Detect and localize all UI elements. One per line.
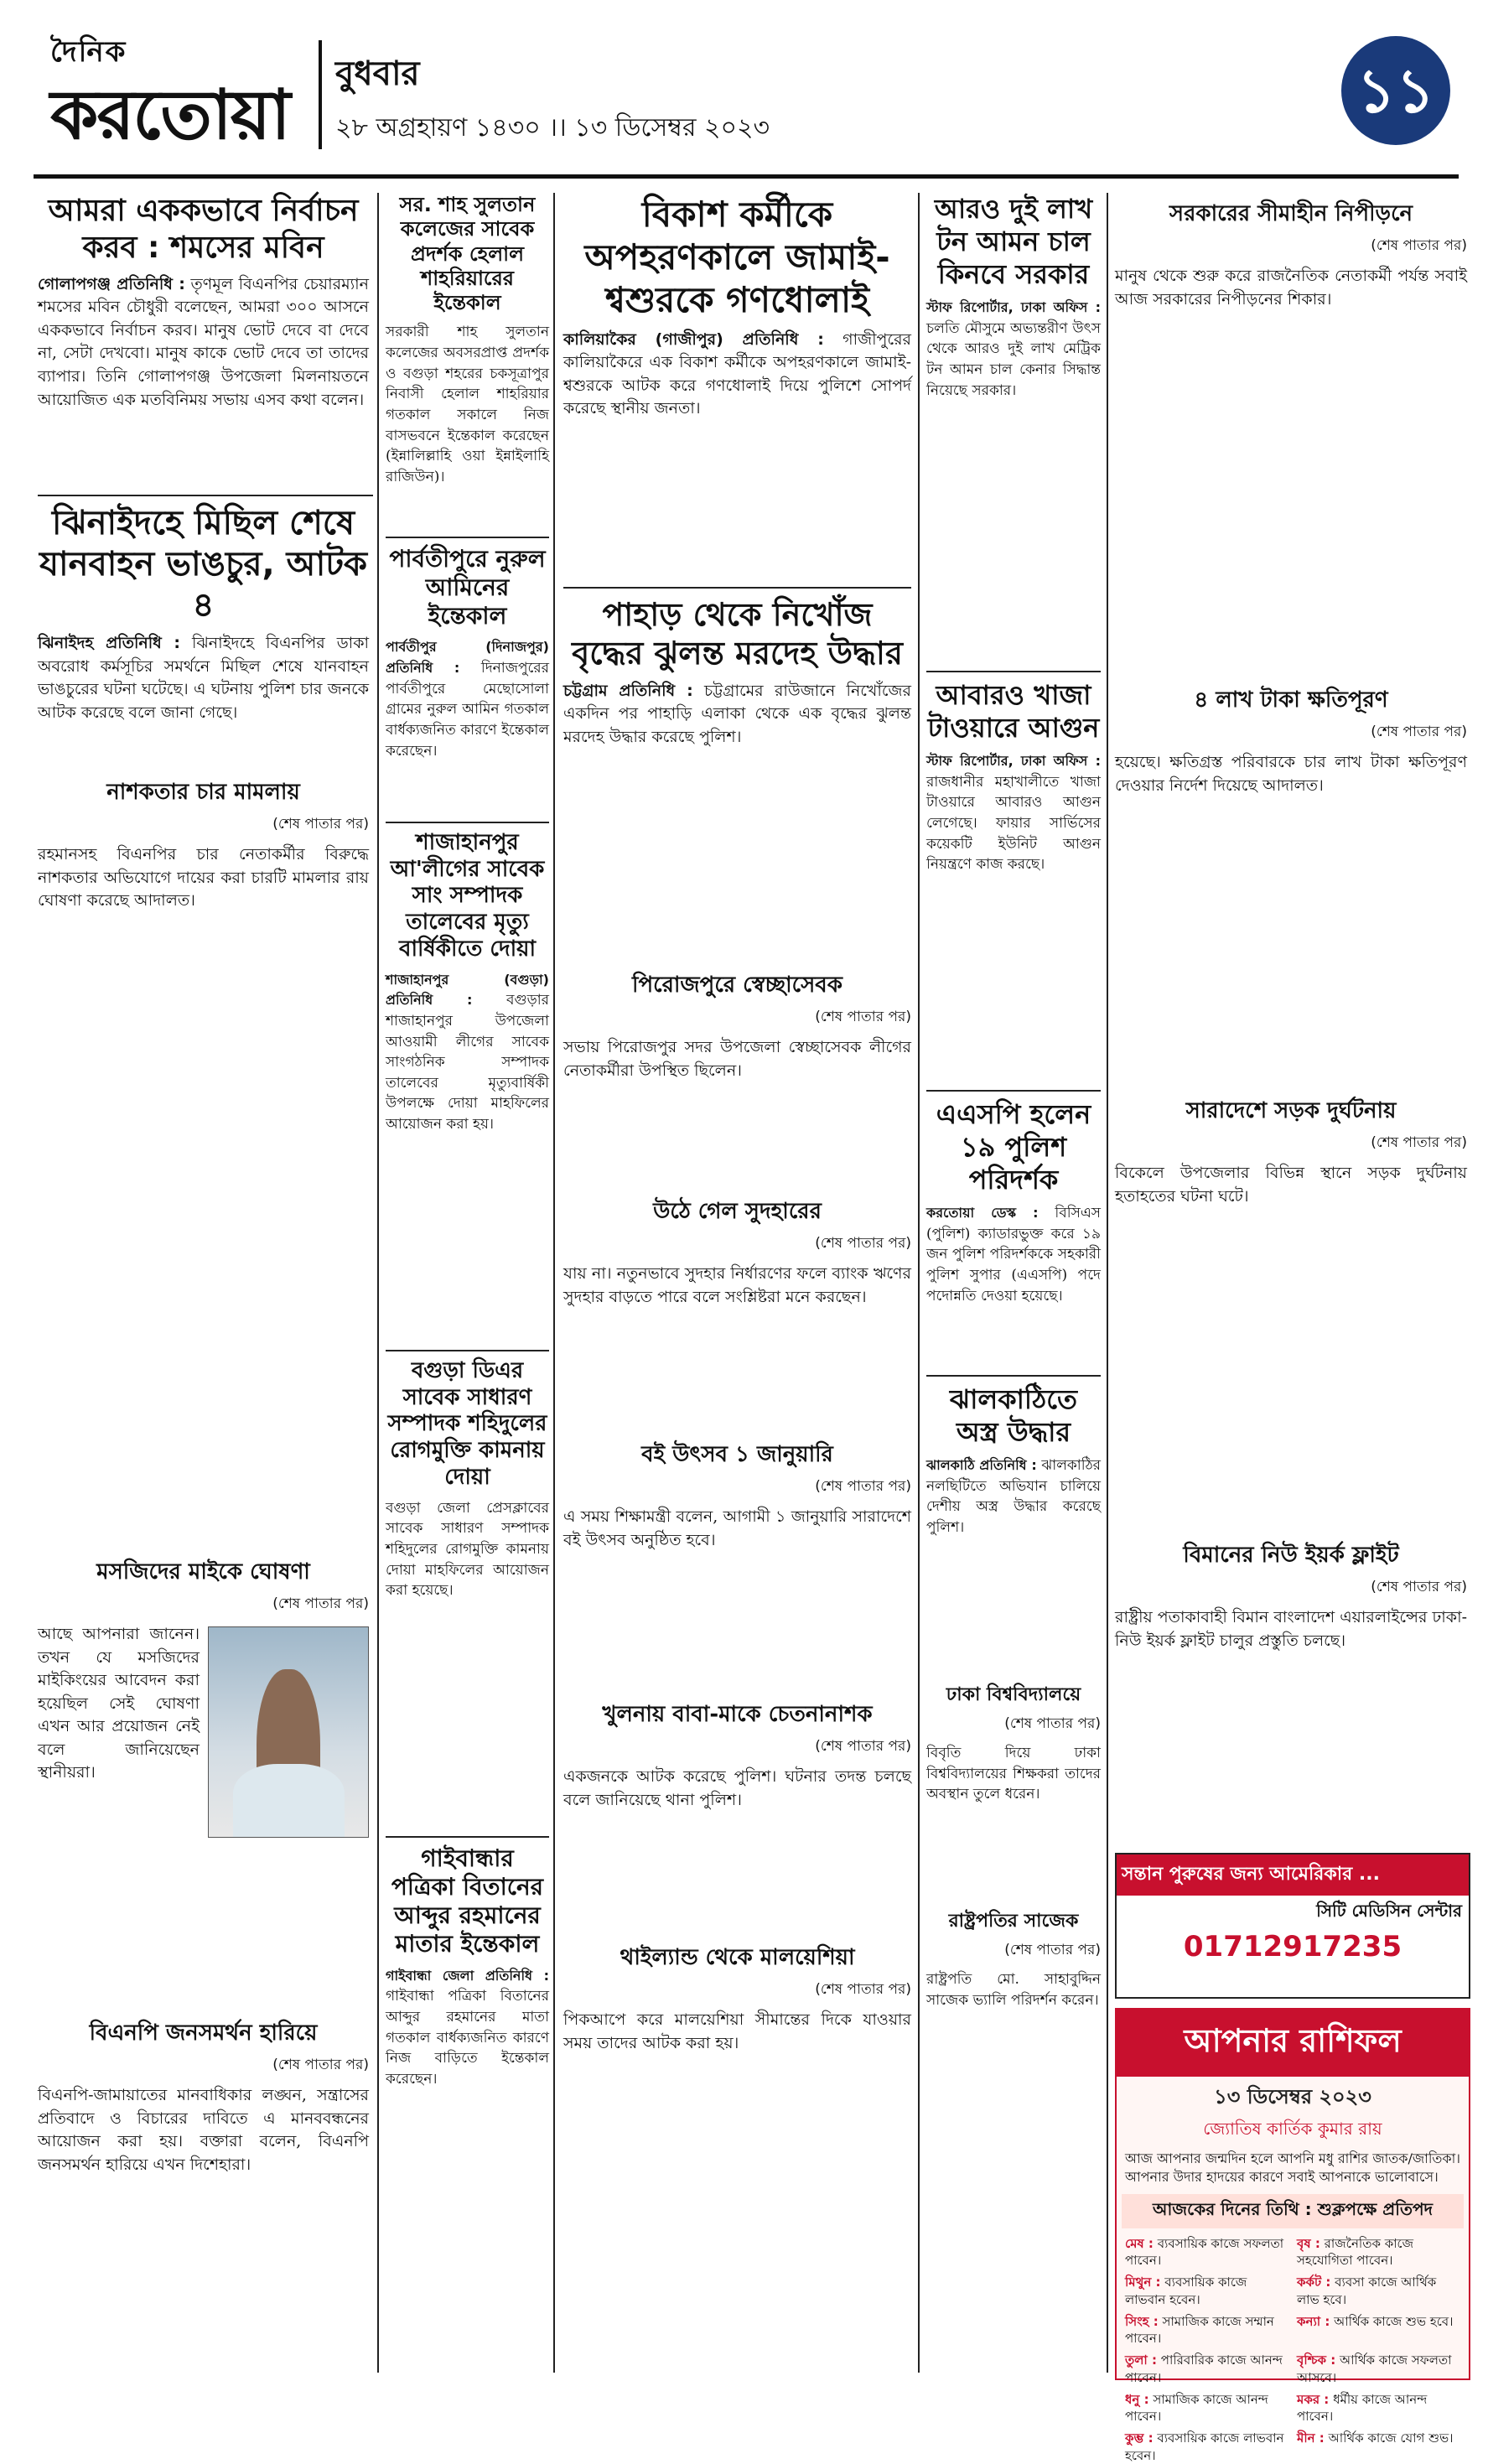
headline: আবারও খাজা টাওয়ারে আগুন (927, 679, 1100, 744)
article-body: এ সময় শিক্ষামন্ত্রী বলেন, আগামী ১ জানুয়ারি সারাদেশে বই উৎসব অনুষ্ঠিত হবে। (563, 1507, 911, 1549)
article-body: রাষ্ট্রপতি মো. সাহাবুদ্দিন সাজেক ভ্যালি পরিদর্শন করেন। (926, 1971, 1101, 2009)
zodiac-name: মিথুন : (1125, 2275, 1161, 2290)
continued-note: (শেষ পাতার পর) (1371, 1579, 1467, 1595)
article-body: গাজীপুরের কালিয়াকৈরে এক বিকাশ কর্মীকে অপহরণকালে জামাই-শ্বশুরকে আটক করে গণধোলাই দিয়ে পুলিশে সোপর্দ করেছে স্থানীয় জনতা। (563, 329, 911, 418)
zodiac-sign (1125, 2313, 1288, 2347)
article-compensation[interactable] (1115, 679, 1467, 1082)
section-heading: রাষ্ট্রপতির সাজেক (948, 1911, 1079, 1932)
headline: পাহাড় থেকে নিখোঁজ বৃদ্ধের ঝুলন্ত মরদেহ উদ্ধার (572, 596, 903, 672)
headline: ঝালকাঠিতে অস্ত্র উদ্ধার (949, 1383, 1078, 1449)
horoscope-title: আপনার রাশিফল (1117, 2010, 1469, 2077)
horoscope-box (1115, 2008, 1470, 2463)
ad-title: সন্তান পুরুষের জন্য আমেরিকার ... (1117, 1854, 1469, 1896)
zodiac-sign (1125, 2235, 1288, 2269)
section-heading: ৪ লাখ টাকা ক্ষতিপূরণ (1194, 687, 1388, 713)
continued-note: (শেষ পাতার পর) (1371, 724, 1467, 740)
section-heading: খুলনায় বাবা-মাকে চেতনানাশক (602, 1702, 873, 1727)
zodiac-sign (1297, 2235, 1460, 2269)
zodiac-text: ব্যবসা কাজে আর্থিক লাভ হবে। (1297, 2275, 1437, 2307)
article-hill-body[interactable] (563, 595, 911, 956)
article-separator (926, 671, 1101, 672)
ad-clinic-name: সিটি মেডিসিন সেন্টার (1316, 1901, 1462, 1921)
ad-phone-number[interactable]: 01712917235 (1183, 1930, 1402, 1963)
continued-note: (শেষ পাতার পর) (272, 1595, 369, 1612)
article-body: বিসিএস (পুলিশ) ক্যাডারভুক্ত করে ১৯ জন পুলিশ পরিদর্শককে সহকারী পুলিশ সুপার (এএসপি) পদে পদোন্নতি দেওয়া হয়েছে। (926, 1205, 1102, 1305)
article-govt-oppression[interactable] (1115, 193, 1467, 671)
column-rule (553, 193, 555, 2373)
zodiac-text: ধর্মীয় কাজে আনন্দ পাবেন। (1297, 2391, 1428, 2425)
article-body: বিবৃতি দিয়ে ঢাকা বিশ্ববিদ্যালয়ের শিক্ষকরা তাদের অবস্থান তুলে ধরেন। (926, 1745, 1101, 1803)
person-shirt (233, 1764, 345, 1838)
zodiac-sign (1297, 2430, 1460, 2464)
zodiac-text: রাজনৈতিক কাজে সহযোগিতা পাবেন। (1297, 2235, 1413, 2269)
medical-advertisement[interactable] (1115, 1853, 1470, 1999)
horoscope-author: জ্যোতিষ কার্তিক কুমার রায় (1203, 2119, 1382, 2139)
byline: গাইবান্ধা জেলা প্রতিনিধি : (386, 1967, 549, 1984)
article-body: বগুড়া জেলা প্রেসক্লাবের সাবেক সাধারণ সম্পাদক শহিদুলের রোগমুক্তি কামনায় দোয়া মাহফিলের আয়োজন করা হয়েছে। (386, 1499, 549, 1600)
zodiac-name: কন্যা : (1297, 2313, 1330, 2329)
article-separator (386, 822, 549, 823)
section-heading: পিরোজপুরে স্বেচ্ছাসেবক (632, 973, 843, 998)
zodiac-name: বৃশ্চিক : (1297, 2352, 1336, 2368)
headline: আরও দুই লাখ টন আমন চাল কিনবে সরকার (934, 193, 1093, 291)
headline: ঝিনাইদহে মিছিল শেষে যানবাহন ভাঙচুর, আটক ৪ (39, 504, 368, 625)
byline: ঝালকাঠি প্রতিনিধি : (926, 1457, 1037, 1474)
article-body: সভায় পিরোজপুর সদর উপজেলা স্বেচ্ছাসেবক লীগের নেতাকর্মীরা উপস্থিত ছিলেন। (563, 1038, 911, 1080)
article-pirojpur[interactable] (563, 964, 911, 1182)
headline: বগুড়া ডিএর সাবেক সাধারণ সম্পাদক শহিদুলের রোগমুক্তি কামনায় দোয়া (387, 1358, 547, 1490)
section-heading: বই উৎসব ১ জানুয়ারি (641, 1442, 833, 1467)
section-heading: ঢাকা বিশ্ববিদ্যালয়ে (946, 1684, 1081, 1705)
article-separator (926, 1375, 1101, 1377)
article-body: আছে আপনারা জানেন। তখন যে মসজিদের মাইকিংয়ের আবেদন করা হয়েছিল সেই ঘোষণা এখন আর প্রয়োজন নেই বলে জানিয়েছেন স্থানীয়রা। (38, 1625, 200, 1782)
continued-note: (শেষ পাতার পর) (1371, 237, 1467, 254)
headline: এএসপি হলেন ১৯ পুলিশ পরিদর্শক (936, 1098, 1091, 1196)
zodiac-name: কর্কট : (1297, 2275, 1331, 2290)
article-body: একজনকে আটক করেছে পুলিশ। ঘটনার তদন্ত চলছে বলে জানিয়েছে থানা পুলিশ। (563, 1767, 911, 1809)
article-khulna[interactable] (563, 1694, 911, 1928)
byline: শাজাহানপুর (বগুড়া) প্রতিনিধি : (386, 971, 549, 1009)
article-separator (38, 495, 373, 496)
continued-note: (শেষ পাতার পর) (815, 1235, 911, 1252)
article-road-accident[interactable] (1115, 1090, 1467, 1526)
logo-small-text: দৈনিক (50, 35, 127, 69)
zodiac-sign (1297, 2352, 1460, 2386)
article-separator (926, 1090, 1101, 1092)
zodiac-text: আর্থিক কাজে সফলতা আসবে। (1297, 2352, 1452, 2385)
article-body: তৃণমূল বিএনপির চেয়ারম্যান শমসের মবিন চৌধুরী বলেছেন, আমরা ৩০০ আসনে এককভাবে নির্বাচন করব। মানুষ ভোট দেবে বা দেবে না, সেটা দেখবো। মানুষ কাকে ভোট দেবে তা তাদের ব্যাপার। তিনি গোলাপগঞ্জ উপজেলা মিলনায়তনে আয়োজিত এক মতবিনিময় সভায় এসব কথা বলেন। (38, 274, 369, 409)
zodiac-name: মকর : (1297, 2391, 1330, 2407)
article-body: বিএনপি-জামায়াতের মানবাধিকার লঙ্ঘন, সন্ত্রাসের প্রতিবাদে ও বিচারের দাবিতে এ মানববন্ধনের আয়োজন করা হয়। বক্তারা বলেন, বিএনপি জনসমর্থন হারিয়ে এখন দিশেহারা। (38, 2086, 369, 2174)
byline: ঝিনাইদহ প্রতিনিধি : (38, 634, 180, 653)
article-khaja-tower[interactable] (926, 679, 1101, 1082)
article-body: চট্টগ্রামের রাউজানে নিখোঁজের একদিন পর পাহাড়ি এলাকা থেকে এক বৃদ্ধের ঝুলন্ত মরদেহ উদ্ধার করেছে পুলিশ। (563, 681, 911, 746)
article-bnp-support[interactable] (38, 2012, 369, 2364)
zodiac-name: তুলা : (1125, 2352, 1158, 2368)
zodiac-text: পারিবারিক কাজে আনন্দ পাবেন। (1125, 2352, 1283, 2385)
article-body: রাষ্ট্রীয় পতাকাবাহী বিমান বাংলাদেশ এয়ারলাইন্সের ঢাকা-নিউ ইয়র্ক ফ্লাইট চালুর প্রস্তুতি চলছে। (1115, 1608, 1467, 1650)
article-body: পিকআপে করে মালয়েশিয়া সীমান্তের দিকে যাওয়ার সময় তাদের আটক করা হয়। (563, 2010, 911, 2052)
section-heading: থাইল্যান্ড থেকে মালয়েশিয়া (620, 1945, 855, 1970)
section-heading: মসজিদের মাইকে ঘোষণা (96, 1559, 310, 1585)
article-gaibandha[interactable] (386, 1844, 549, 2364)
continued-note: (শেষ পাতার পর) (815, 1009, 911, 1025)
article-jhalokathi[interactable] (926, 1383, 1101, 1652)
continued-note: (শেষ পাতার পর) (815, 1738, 911, 1755)
article-helal-shahriar[interactable] (386, 193, 549, 528)
article-body: সরকারী শাহ সুলতান কলেজের অবসরপ্রাপ্ত প্রদর্শক ও বগুড়া শহরের চকসূত্রাপুর নিবাসী হেলাল শাহরিয়ার গতকাল সকালে নিজ বাসভবনে ইন্তেকাল করেছেন (ইন্নালিল্লাহি ওয়া ইন্নাইলাহি রাজিউন)। (386, 324, 549, 485)
zodiac-text: সামাজিক কাজে আনন্দ পাবেন। (1125, 2391, 1268, 2425)
horoscope-intro: আজ আপনার জন্মদিন হলে আপনি মধু রাশির জাতক/জাতিকা। আপনার উদার হাদয়ের কারণে সবাই আপনাকে ভালোবাসে। (1125, 2150, 1460, 2186)
article-body: গাইবান্ধা পত্রিকা বিতানের আব্দুর রহমানের মাতা গতকাল বার্ধক্যজনিত কারণে নিজ বাড়িতে ইন্তেকাল করেছেন। (386, 1988, 549, 2088)
byline: পার্বতীপুর (দিনাজপুর) প্রতিনিধি : (386, 639, 549, 677)
continued-note: (শেষ পাতার পর) (272, 816, 369, 833)
article-body: মানুষ থেকে শুরু করে রাজনৈতিক নেতাকর্মী পর্যন্ত সবাই আজ সরকারের নিপীড়নের শিকার। (1115, 267, 1467, 309)
continued-note: (শেষ পাতার পর) (815, 1981, 911, 1998)
headline: গাইবান্ধার পত্রিকা বিতানের আব্দুর রহমানের মাতার ইন্তেকাল (391, 1844, 544, 1958)
article-body: রাজধানীর মহাখালীতে খাজা টাওয়ারে আবারও আগুন লেগেছে। ফায়ার সার্ভিসের কয়েকটি ইউনিট আগুন নিয়ন্ত্রণে কাজ করছে। (926, 773, 1101, 874)
article-thailand-malaysia[interactable] (563, 1937, 911, 2364)
headline: আমরা এককভাবে নির্বাচন করব : শমসের মবিন (48, 194, 359, 265)
headline: শাজাহানপুর আ'লীগের সাবেক সাং সম্পাদক তালেবের মৃত্যু বার্ষিকীতে দোয়া (390, 830, 545, 962)
continued-note: (শেষ পাতার পর) (1371, 1134, 1467, 1151)
zodiac-name: ধনু : (1125, 2391, 1149, 2407)
column-rule (1107, 193, 1108, 2373)
article-book-festival[interactable] (563, 1434, 911, 1685)
continued-note: (শেষ পাতার পর) (1004, 1715, 1101, 1732)
section-heading: বিএনপি জনসমর্থন হারিয়ে (89, 2020, 318, 2046)
section-heading: সরকারের সীমাহীন নিপীড়নে (1169, 201, 1413, 226)
article-rice-purchase[interactable] (926, 193, 1101, 662)
zodiac-text: আর্থিক কাজে যোগ শুভ। (1328, 2430, 1454, 2446)
article-jhenaidah[interactable] (38, 503, 369, 763)
article-bogura-da[interactable] (386, 1358, 549, 1777)
zodiac-sign (1297, 2313, 1460, 2347)
zodiac-sign (1125, 2391, 1288, 2425)
continued-note: (শেষ পাতার পর) (1004, 1942, 1101, 1958)
article-ny-flight[interactable] (1115, 1534, 1467, 1844)
byline: স্টাফ রিপোর্টার, ঢাকা অফিস : (926, 299, 1101, 316)
article-body: রহমানসহ বিএনপির চার নেতাকর্মীর বিরুদ্ধে নাশকতার অভিযোগে দায়ের করা চারটি মামলার রায় ঘোষণা করেছে আদালত। (38, 845, 369, 910)
byline: করতোয়া ডেস্ক : (926, 1205, 1039, 1222)
headline: পার্বতীপুরে নুরুল আমিনের ইন্তেকাল (389, 545, 546, 630)
article-body: চলতি মৌসুমে অভ্যন্তরীণ উৎস থেকে আরও দুই লাখ মেট্রিক টন আমন চাল কেনার সিদ্ধান্ত নিয়েছে সরকার। (926, 319, 1101, 399)
article-mosque-mic[interactable] (38, 1551, 369, 1937)
article-separator (386, 1350, 549, 1351)
article-bkash-abduction[interactable] (563, 193, 911, 578)
article-separator (563, 587, 911, 589)
article-shamser-mobin[interactable] (38, 193, 369, 409)
zodiac-name: বৃষ : (1297, 2235, 1320, 2251)
byline: চট্টগ্রাম প্রতিনিধি : (563, 681, 693, 700)
zodiac-name: সিংহ : (1125, 2313, 1159, 2329)
article-interest-rate[interactable] (563, 1191, 911, 1425)
article-separator (386, 1836, 549, 1838)
article-body: বগুড়ার শাজাহানপুর উপজেলা আওয়ামী লীগের সাবেক সাংগঠনিক সম্পাদক তালেবের মৃত্যুবার্ষিকী উপলক্ষে দোয়া মাহফিলের আয়োজন করা হয়। (386, 992, 550, 1133)
newspaper-logo[interactable] (50, 30, 302, 156)
page-number-badge: ১১ (1341, 36, 1450, 145)
article-body: ঝালকাঠির নলছিটিতে অভিযান চালিয়ে দেশীয় অস্ত্র উদ্ধার করেছে পুলিশ। (926, 1457, 1102, 1536)
article-asp-promotion[interactable] (926, 1098, 1101, 1367)
horoscope-date: ১৩ ডিসেম্বর ২০২৩ (1214, 2085, 1371, 2109)
continued-note: (শেষ পাতার পর) (272, 2057, 369, 2073)
zodiac-sign (1125, 2430, 1288, 2464)
article-body: দিনাজপুরের পার্বতীপুরে মেছোসোলা গ্রামের নুরুল আমিন গতকাল বার্ধক্যজনিত কারণে ইন্তেকাল করেছেন। (386, 660, 550, 760)
zodiac-name: কুম্ভ : (1125, 2430, 1154, 2446)
article-president-sajek[interactable] (926, 1903, 1101, 2364)
section-heading: উঠে গেল সুদহারের (653, 1199, 822, 1224)
masthead (34, 23, 1459, 179)
article-shajahanpur[interactable] (386, 830, 549, 1232)
zodiac-sign (1297, 2391, 1460, 2425)
article-parbatipur[interactable] (386, 545, 549, 771)
article-separator (386, 537, 549, 538)
zodiac-sign (1297, 2274, 1460, 2308)
zodiac-text: ব্যবসায়িক কাজে লাভবান হবেন। (1125, 2430, 1284, 2463)
byline: গোলাপগঞ্জ প্রতিনিধি : (38, 274, 185, 293)
zodiac-name: মেষ : (1125, 2235, 1154, 2251)
section-heading: সারাদেশে সড়ক দুর্ঘটনায় (1185, 1098, 1397, 1123)
byline: স্টাফ রিপোর্টার, ঢাকা অফিস : (926, 753, 1101, 770)
zodiac-list (1117, 2235, 1469, 2464)
issue-day: বুধবার (335, 54, 420, 93)
section-heading: নাশকতার চার মামলায় (106, 780, 300, 805)
continued-note: (শেষ পাতার পর) (815, 1478, 911, 1495)
zodiac-text: আর্থিক কাজে শুভ হবে। (1334, 2313, 1454, 2329)
zodiac-text: সামাজিক কাজে সম্মান পাবেন। (1125, 2313, 1274, 2347)
zodiac-text: ব্যবসায়িক কাজে সফলতা পাবেন। (1125, 2235, 1284, 2269)
article-nashkata[interactable] (38, 771, 369, 989)
article-dhaka-university[interactable] (926, 1677, 1101, 1895)
issue-date: ২৮ অগ্রহায়ণ ১৪৩০ ।। ১৩ ডিসেম্বর ২০২৩ (335, 113, 770, 143)
zodiac-sign (1125, 2274, 1288, 2308)
column-rule (918, 193, 920, 2373)
horoscope-today: আজকের দিনের তিথি : শুক্লপক্ষে প্রতিপদ (1122, 2194, 1464, 2228)
section-heading: বিমানের নিউ ইয়র্ক ফ্লাইট (1183, 1543, 1399, 1568)
zodiac-text: ব্যবসায়িক কাজে লাভবান হবেন। (1125, 2275, 1247, 2307)
person-photo (208, 1626, 369, 1838)
zodiac-name: মীন : (1297, 2430, 1325, 2446)
article-body: বিকেলে উপজেলার বিভিন্ন স্থানে সড়ক দুর্ঘটনায় হতাহতের ঘটনা ঘটে। (1115, 1164, 1467, 1206)
column-rule (377, 193, 379, 2373)
article-body: ঝিনাইদহে বিএনপির ডাকা অবরোধ কর্মসূচির সমর্থনে মিছিল শেষে যানবাহন ভাঙচুরের ঘটনা ঘটেছে। এ ঘটনায় পুলিশ চার জনকে আটক করেছে বলে জানা গেছে। (38, 634, 369, 723)
masthead-divider (319, 40, 322, 149)
article-body: যায় না। নতুনভাবে সুদহার নির্ধারণের ফলে ব্যাংক ঋণের সুদহার বাড়তে পারে বলে সংশ্লিষ্টরা মনে করছেন। (563, 1264, 911, 1306)
zodiac-sign (1125, 2352, 1288, 2386)
logo-big-text: করতোয়া (50, 75, 289, 155)
headline: বিকাশ কর্মীকে অপহরণকালে জামাই-শ্বশুরকে গণধোলাই (584, 194, 890, 321)
headline: সর. শাহ সুলতান কলেজের সাবেক প্রদর্শক হেলাল শাহরিয়ারের ইন্তেকাল (399, 193, 536, 315)
article-body: হয়েছে। ক্ষতিগ্রস্ত পরিবারকে চার লাখ টাকা ক্ষতিপূরণ দেওয়ার নির্দেশ দিয়েছে আদালত। (1115, 753, 1467, 795)
byline: কালিয়াকৈর (গাজীপুর) প্রতিনিধি : (563, 329, 824, 349)
